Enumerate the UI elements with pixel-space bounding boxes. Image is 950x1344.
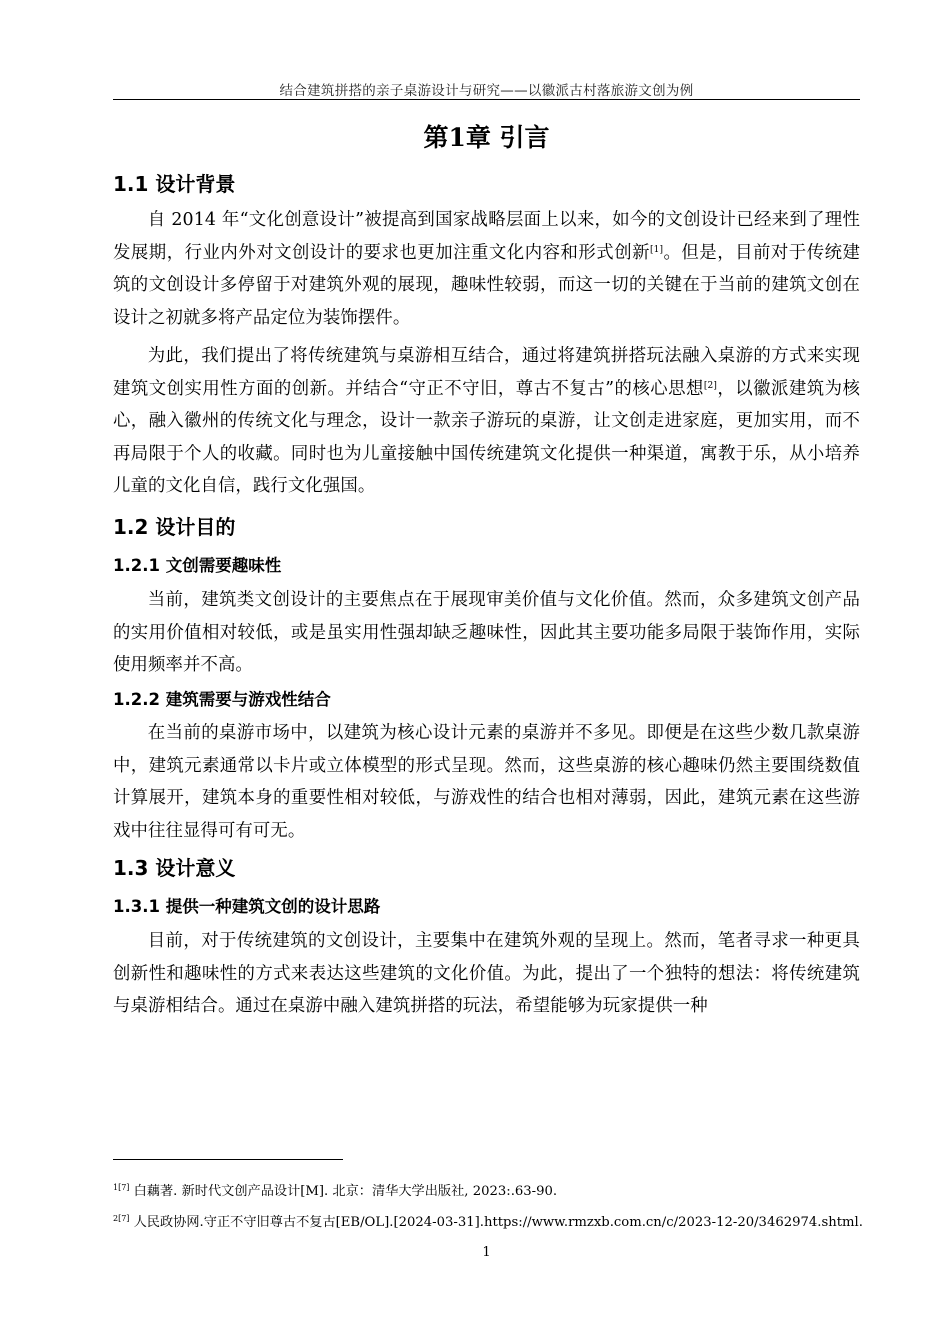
page-number: 1	[482, 1245, 491, 1260]
footnote-1	[113, 1180, 557, 1199]
footnote-mark: 1[7]	[113, 1183, 130, 1192]
paragraph-background-1	[113, 204, 860, 334]
paragraph-text: ，以徽派建筑为核心，融入徽州的传统文化与理念，设计一款亲子游玩的桌游，让文创走进家庭，更加实用，而不再局限于个人的收藏。同时也为儿童接触中国传统建筑文化提供一种渠道，寓教于乐，从小培养儿童的文化自信，践行文化强国。	[113, 378, 860, 496]
footnote-text: 人民政协网.守正不守旧尊古不复古[EB/OL].[2024-03-31].https://www.rmzxb.com.cn/c/2023-12-20/3462974.shtml.	[133, 1215, 863, 1230]
subsection-heading-1-2-1: 1.2.1 文创需要趣味性	[113, 556, 282, 575]
paragraph-text: 。但是，目前对于传统建筑的文创设计多停留于对建筑外观的展现，趣味性较弱，而这一切的关键在于当前的建筑文创在设计之初就多将产品定位为装饰摆件。	[113, 242, 860, 328]
paragraph-significance-1: 目前，对于传统建筑的文创设计，主要集中在建筑外观的呈现上。然而，笔者寻求一种更具创新性和趣味性的方式来表达这些建筑的文化价值。为此，提出了一个独特的想法：将传统建筑与桌游相结合。通过在桌游中融入建筑拼搭的玩法，希望能够为玩家提供一种	[113, 931, 860, 1016]
footnote-divider	[113, 1159, 343, 1160]
paragraph-background-2	[113, 340, 860, 503]
footnote-2	[113, 1211, 863, 1230]
section-heading-1-2: 1.2 设计目的	[113, 515, 236, 539]
footnote-mark: 2[7]	[113, 1214, 130, 1223]
citation-ref-1: [1]	[650, 244, 664, 255]
header-divider	[113, 99, 860, 100]
paragraph-purpose-1: 当前，建筑类文创设计的主要焦点在于展现审美价值与文化价值。然而，众多建筑文创产品的实用价值相对较低，或是虽实用性强却缺乏趣味性，因此其主要功能多局限于装饰作用，实际使用频率并不高。	[113, 590, 860, 675]
citation-ref-2: [2]	[703, 380, 717, 391]
paragraph-purpose-2: 在当前的桌游市场中，以建筑为核心设计元素的桌游并不多见。即便是在这些少数几款桌游中，建筑元素通常以卡片或立体模型的形式呈现。然而，这些桌游的核心趣味仍然主要围绕数值计算展开，建筑本身的重要性相对较低，与游戏性的结合也相对薄弱，因此，建筑元素在这些游戏中往往显得可有可无。	[113, 723, 860, 841]
subsection-heading-1-3-1: 1.3.1 提供一种建筑文创的设计思路	[113, 897, 381, 916]
footnote-text: 白藕著. 新时代文创产品设计[M]. 北京：清华大学出版社, 2023:.63-90.	[133, 1184, 558, 1199]
paragraph-text: 为此，我们提出了将传统建筑与桌游相互结合，通过将建筑拼搭玩法融入桌游的方式来实现建筑文创实用性方面的创新。并结合“守正不守旧，尊古不复古”的核心思想	[113, 346, 860, 399]
paragraph-text: 自 2014 年“文化创意设计”被提高到国家战略层面上以来，如今的文创设计已经来到了理性发展期，行业内外对文创设计的要求也更加注重文化内容和形式创新	[113, 210, 860, 263]
chapter-title: 第1章 引言	[423, 123, 550, 152]
subsection-heading-1-2-2: 1.2.2 建筑需要与游戏性结合	[113, 690, 331, 709]
section-heading-1-3: 1.3 设计意义	[113, 856, 236, 880]
section-heading-1-1: 1.1 设计背景	[113, 172, 236, 196]
running-header: 结合建筑拼搭的亲子桌游设计与研究——以徽派古村落旅游文创为例	[279, 83, 694, 99]
